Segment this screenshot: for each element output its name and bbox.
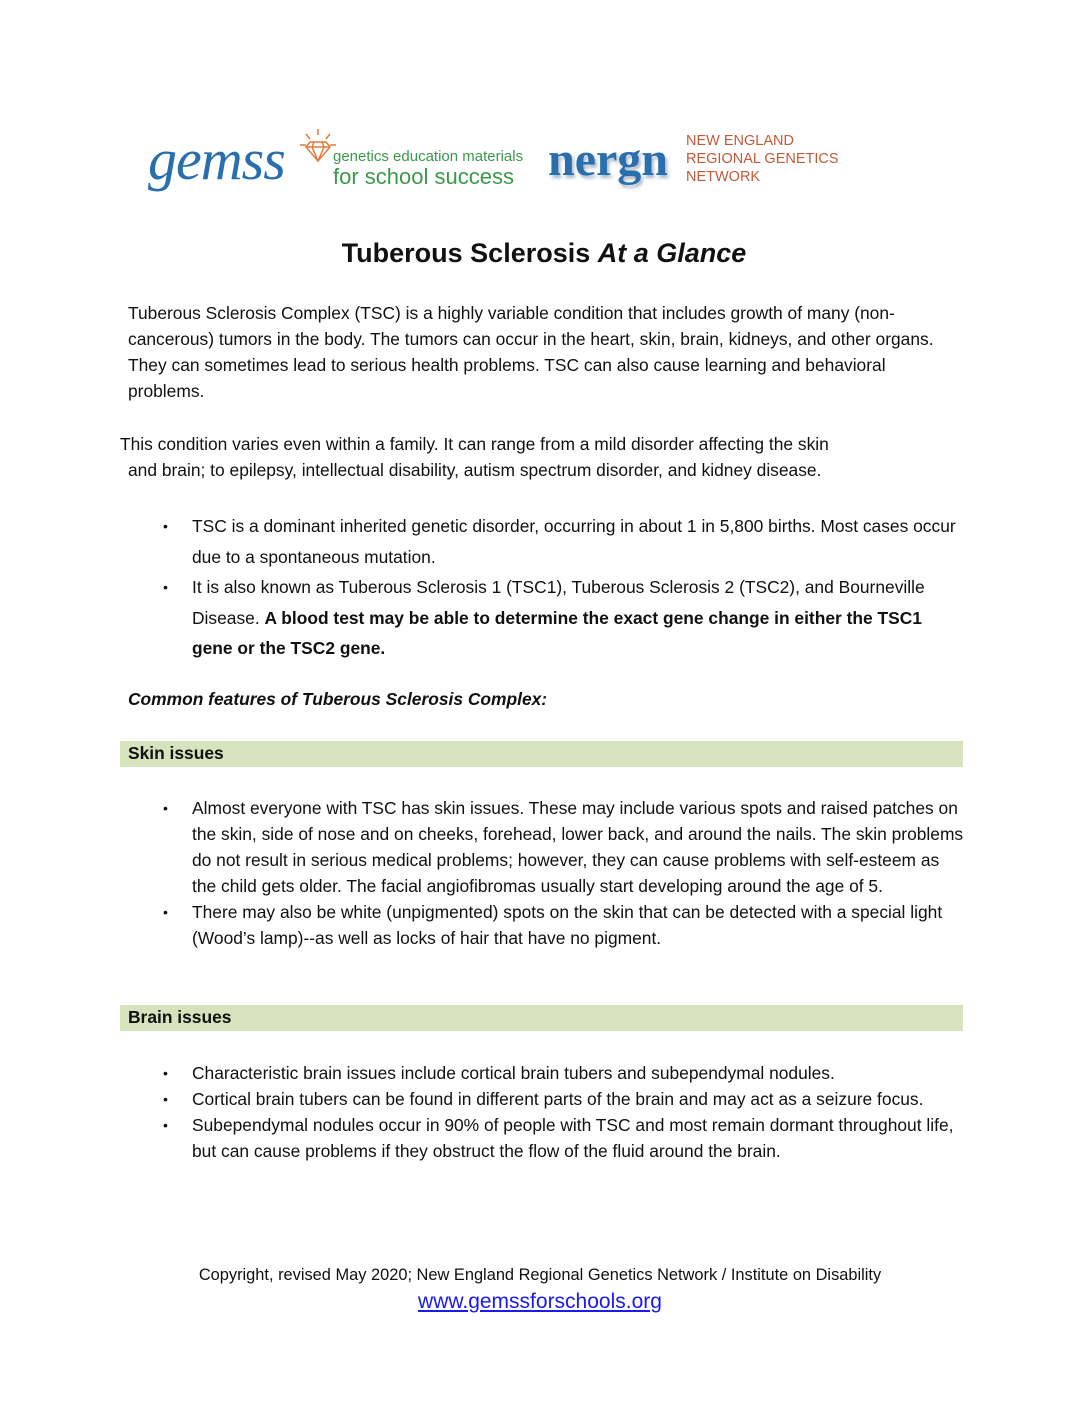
section-header-skin xyxy=(120,741,963,767)
list-item xyxy=(128,1060,968,1086)
list-item xyxy=(128,1086,968,1112)
bullet-icon: • xyxy=(163,518,168,534)
list-item-text: There may also be white (unpigmented) spots on the skin that can be detected with a special light (Wood’s lamp)--as well as locks of hair that have no pigment. xyxy=(192,902,943,948)
nergn-wordmark: nergn xyxy=(548,133,668,186)
bullet-icon: • xyxy=(163,904,168,920)
nergn-logo xyxy=(548,130,848,200)
intro-paragraph-2 xyxy=(120,431,940,483)
list-item xyxy=(128,572,958,664)
nergn-tagline xyxy=(686,132,839,186)
bullet-icon: • xyxy=(163,1091,168,1107)
list-item-bold-text: A blood test may be able to determine the exact gene change in either the TSC1 gene or the TSC2 gene. xyxy=(192,607,922,658)
section-header-brain xyxy=(120,1005,963,1031)
gemss-wordmark: gemss xyxy=(148,127,285,192)
list-item-text: TSC is a dominant inherited genetic disorder, occurring in about 1 in 5,800 births. Most cases occur due to a spontaneous mutation. xyxy=(192,516,956,567)
intro-paragraph-2-line2: and brain; to epilepsy, intellectual disability, autism spectrum disorder, and kidney disease. xyxy=(128,460,822,480)
list-item-text: Almost everyone with TSC has skin issues. These may include various spots and raised patches on the skin, side of nose and on cheeks, forehead, lower back, and around the nails. The skin problems do not result in serious medical problems; however, they can cause problems with self-esteem as the child gets older. The facial angiofibromas usually start developing around the age of 5. xyxy=(192,798,964,896)
features-heading: Common features of Tuberous Sclerosis Complex: xyxy=(128,689,548,709)
list-item-text: Subependymal nodules occur in 90% of people with TSC and most remain dormant throughout life, but can cause problems if they obstruct the flow of the fluid around the brain. xyxy=(192,1115,954,1161)
nergn-tagline-line2: REGIONAL GENETICS xyxy=(686,151,839,167)
list-item xyxy=(128,795,968,899)
bullet-icon: • xyxy=(163,1117,168,1133)
intro-paragraph-2-line1: This condition varies even within a family. It can range from a mild disorder affecting the skin xyxy=(120,434,829,454)
intro-paragraph-1: Tuberous Sclerosis Complex (TSC) is a highly variable condition that includes growth of many (non-cancerous) tumors in the body. The tumors can occur in the heart, skin, brain, kidneys, and other organs. They can sometimes lead to serious health problems. TSC can also cause learning and behavioral problems. xyxy=(128,303,934,401)
list-item-text: Cortical brain tubers can be found in different parts of the brain and may act as a seizure focus. xyxy=(192,1089,924,1109)
diamond-gem-icon xyxy=(298,128,338,168)
bullet-icon: • xyxy=(163,800,168,816)
footer-copyright: Copyright, revised May 2020; New England Regional Genetics Network / Institute on Disability xyxy=(198,1266,882,1284)
gemss-tagline-line1: genetics education materials xyxy=(333,148,524,165)
title-italic: At a Glance xyxy=(597,238,747,268)
bullet-icon: • xyxy=(163,579,168,595)
website-link[interactable]: www.gemssforschools.org xyxy=(418,1290,662,1313)
section-title: Skin issues xyxy=(128,743,224,763)
bullet-icon: • xyxy=(163,1065,168,1081)
brain-issues-list xyxy=(128,1060,968,1164)
list-item xyxy=(128,899,968,951)
nergn-tagline-line1: NEW ENGLAND xyxy=(686,133,794,149)
general-facts-list xyxy=(128,511,958,664)
title-main: Tuberous Sclerosis xyxy=(341,238,598,268)
footer-link-container xyxy=(0,1290,1080,1314)
gemss-logo xyxy=(148,127,524,198)
list-item-text: It is also known as Tuberous Sclerosis 1 (TSC1), Tuberous Sclerosis 2 (TSC2), and Bourneville Disease. xyxy=(192,577,925,628)
skin-issues-list xyxy=(128,795,968,951)
nergn-tagline-line3: NETWORK xyxy=(686,169,761,185)
gemss-tagline-line2: for school success xyxy=(333,164,514,189)
page-title xyxy=(0,238,1088,269)
list-item xyxy=(128,511,958,572)
section-title: Brain issues xyxy=(128,1007,232,1027)
list-item xyxy=(128,1112,968,1164)
list-item-text: Characteristic brain issues include cortical brain tubers and subependymal nodules. xyxy=(192,1063,835,1083)
